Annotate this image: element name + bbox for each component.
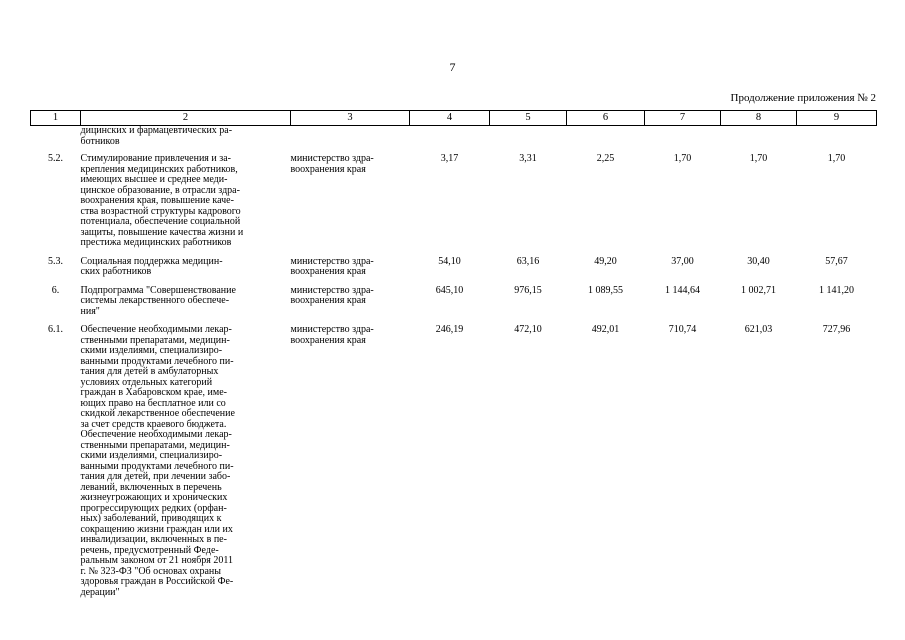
header-col-2: 2 — [81, 111, 291, 126]
row-value-col8: 30,40 — [747, 255, 770, 267]
row-value-col5: 472,10 — [514, 324, 542, 335]
row-value-col6: 1 089,55 — [588, 284, 623, 296]
row-name: Обеспечение необходимыми лекар- ственными препаратами, медицин- скими изделиями, специализиро- ванными продуктами лечебного пи- тания для детей в амбулаторных условиях отдельных категорий граждан в Хабаровском крае, име- ющих право на бесплатное или со скидкой лекарственное обеспечение за счет средств краевого бюджета. Обеспечение необходимыми лекар- ственными препаратами, медицин- скими изделиями, специализиро- ванными продуктами лечебного пи- тания для детей, при лечении забо- леваний, включенных в перечень жизнеугрожающих и хронических прогрессирующих редких (орфан- ных) заболеваний, приводящих к сокращению жизни граждан или их инвалидизации, включенных в пе- речень, предусмотренный Феде- ральным законом от 21 ноября 2011 г. № 323-ФЗ "Об основах охраны здоровья граждан в Российской Фе- дерации" — [80, 324, 235, 598]
row-value-col9: 1,70 — [827, 153, 846, 164]
row-value-col7: 1 144,64 — [665, 284, 700, 296]
page-number: 7 — [449, 60, 456, 74]
row-number: 6. — [51, 284, 60, 296]
header-col-1: 1 — [31, 111, 81, 126]
row-value-col8: 1,70 — [749, 153, 768, 164]
table-row — [31, 154, 877, 257]
row-value-col9: 1 141,20 — [819, 284, 854, 296]
row-value-col8: 1 002,71 — [741, 284, 776, 296]
budget-table — [30, 110, 877, 606]
row-executor — [291, 126, 410, 155]
row-value-col9: 57,67 — [825, 255, 848, 267]
row-value-col8 — [721, 126, 797, 155]
row-name: дицинских и фармацевтических ра- ботников — [80, 125, 233, 147]
row-value-col9 — [797, 126, 877, 155]
row-value-col6: 49,20 — [594, 255, 617, 267]
row-executor: министерство здра- воохранения края — [290, 324, 374, 346]
row-executor: министерство здра- воохранения края — [290, 153, 374, 175]
row-value-col7: 710,74 — [668, 324, 697, 335]
row-value-col5: 63,16 — [516, 255, 540, 267]
header-col-4: 4 — [410, 111, 490, 126]
header-col-3: 3 — [291, 111, 410, 126]
row-name: Стимулирование привлечения и за- крепления медицинских работников, имеющих высшее и среднее меди- цинское образование, в отрасли здра- воохранения края, повышение каче- ства возрастной структуры кадрового потенциала, обеспечение социальной защиты, повышение качества жизни и престижа медицинских работников — [80, 153, 244, 248]
row-number: 6.1. — [48, 324, 63, 335]
row-number — [31, 126, 81, 155]
row-value-col6: 492,01 — [591, 324, 620, 335]
row-value-col4: 645,10 — [435, 284, 464, 296]
header-col-9: 9 — [797, 111, 877, 126]
row-name: Подпрограмма "Совершенствование системы лекарственного обеспече- ния" — [80, 284, 236, 317]
row-executor: министерство здра- воохранения края — [290, 255, 374, 277]
row-number: 5.3. — [48, 255, 63, 267]
row-value-col4: 3,17 — [440, 153, 459, 164]
row-value-col7: 37,00 — [671, 255, 694, 267]
row-name: Социальная поддержка медицин- ских работников — [80, 255, 223, 277]
row-value-col4: 54,10 — [438, 255, 461, 267]
header-col-5: 5 — [490, 111, 567, 126]
row-value-col8: 621,03 — [744, 324, 773, 335]
header-row — [31, 111, 877, 126]
continuation-label: Продолжение приложения № 2 — [730, 92, 876, 104]
table-row — [31, 325, 877, 606]
table-row — [31, 257, 877, 286]
row-value-col5 — [490, 126, 567, 155]
row-value-col6: 2,25 — [596, 153, 615, 164]
row-value-col5: 976,15 — [514, 284, 542, 296]
table-row — [31, 286, 877, 326]
table-row — [31, 126, 877, 155]
row-value-col7 — [645, 126, 721, 155]
row-executor: министерство здра- воохранения края — [290, 284, 374, 306]
header-col-6: 6 — [567, 111, 645, 126]
header-col-7: 7 — [645, 111, 721, 126]
row-number: 5.2. — [48, 153, 63, 164]
row-value-col4: 246,19 — [435, 324, 464, 335]
row-value-col7: 1,70 — [673, 153, 692, 164]
row-value-col6 — [567, 126, 645, 155]
row-value-col5: 3,31 — [519, 153, 537, 164]
row-value-col9: 727,96 — [822, 324, 851, 335]
header-col-8: 8 — [721, 111, 797, 126]
row-value-col4 — [410, 126, 490, 155]
